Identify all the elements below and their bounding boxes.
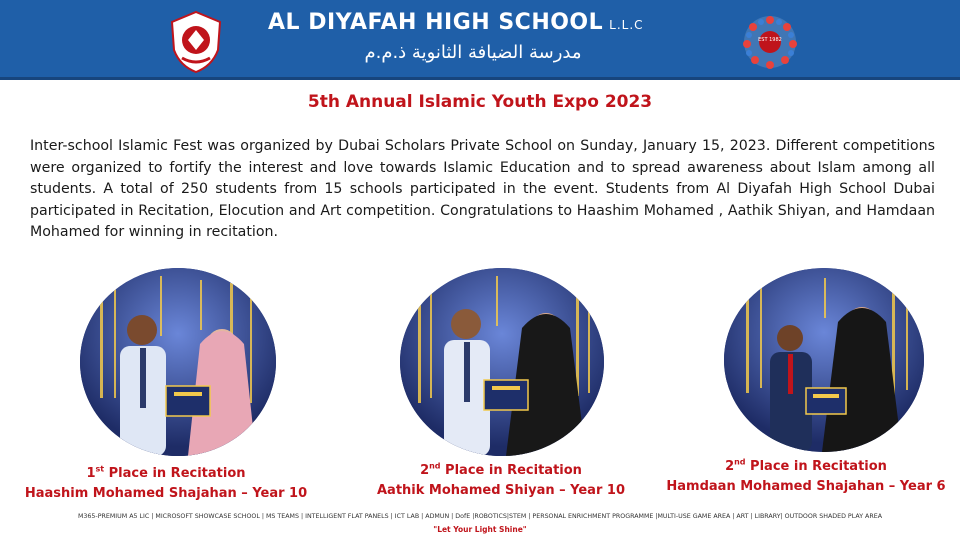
footer-facilities: M365-PREMIUM A5 LIC | MICROSOFT SHOWCASE SCHOOL | MS TEAMS | INTELLIGENT FLAT PANELS | ICT LAB | ADMUN | DofE |ROBOTICS|STEM | PERSONAL ENRICHMENT PROGRAMME |MULTI-USE GAME AREA | ART | LIBRARY| OUTDOOR SHADED PLAY AREA [77,513,883,520]
page-title: 5th Annual Islamic Youth Expo 2023 [307,92,653,112]
award-caption-1 [16,464,316,504]
school-name [268,10,708,38]
award-photo-1 [80,268,276,456]
school-crest-icon [168,10,224,74]
award-rank-number: 2 [725,459,735,474]
award-caption-2 [356,461,646,501]
award-place-1 [16,464,316,484]
award-rank-suffix: nd [429,461,441,471]
award-rank-number: 1 [86,466,96,481]
award-winner-3: Hamdaan Mohamed Shajahan – Year 6 [666,479,946,494]
award-rank-suffix: st [95,464,105,474]
award-place-2 [356,461,646,481]
award-winner-2: Aathik Mohamed Shiyan – Year 10 [377,483,625,498]
school-name-arabic: مدرسة الضيافة الثانوية ذ.م.م [364,42,582,63]
award-place-text: Place in Recitation [745,459,887,474]
award-rank-number: 2 [420,463,430,478]
award-rank-suffix: nd [734,457,746,467]
school-name-text: AL DIYAFAH HIGH SCHOOL [268,10,604,35]
school-suffix: L.L.C [609,18,644,32]
award-photo-2 [400,268,604,456]
emblem-est-label: EST 1982 [758,37,782,43]
award-photo-3 [724,268,924,452]
award-winner-1: Haashim Mohamed Shajahan – Year 10 [24,486,308,501]
footer-motto: "Let Your Light Shine" [433,525,527,534]
award-place-text: Place in Recitation [440,463,582,478]
header-banner [0,0,960,80]
award-place-3 [666,457,946,477]
est-1982-emblem-icon [740,14,800,70]
event-description: Inter-school Islamic Fest was organized by Dubai Scholars Private School on Sunday, January 15, 2023. Different competitions were organized to fortify the interest and love towards Islamic Education and to spread awareness about Islam among all students. A total of 250 students from 15 schools participated in the event. Students from Al Diyafah High School Dubai participated in Recitation, Elocution and Art competition. Congratulations to Haashim Mohamed , Aathik Shiyan, and Hamdaan Mohamed for winning in recitation. [30,138,935,240]
award-caption-3 [666,457,946,497]
award-place-text: Place in Recitation [104,466,246,481]
